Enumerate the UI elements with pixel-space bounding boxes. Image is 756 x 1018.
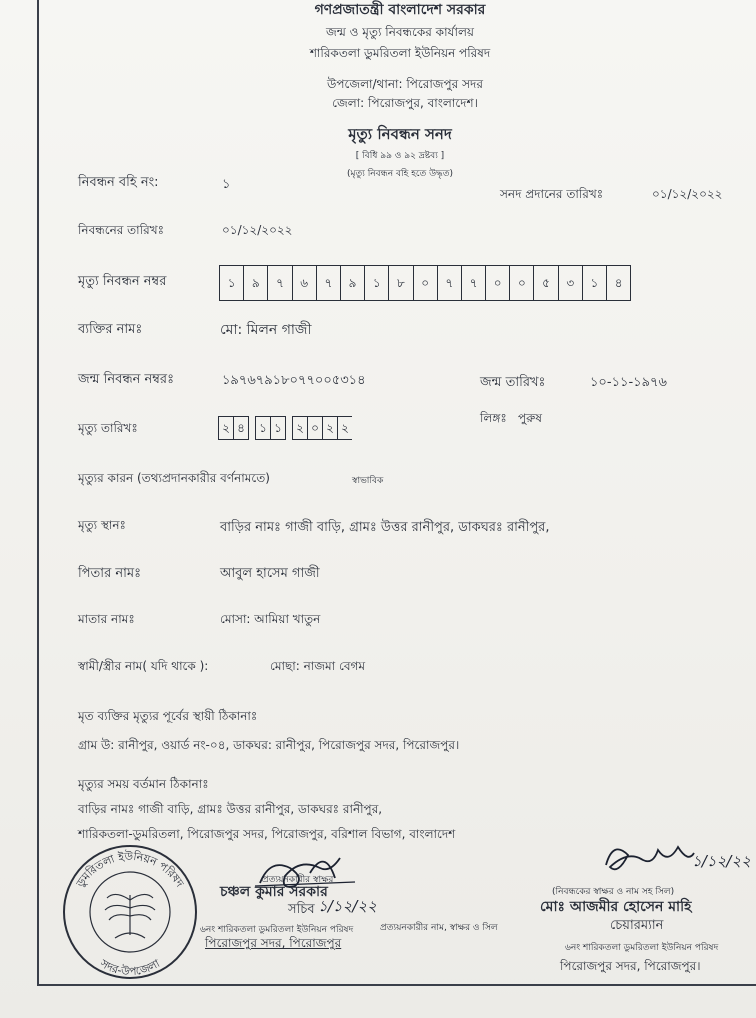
attester-note: প্রত্যয়নকারীর নাম, স্বাক্ষর ও সিল xyxy=(380,923,498,933)
death-date-boxes xyxy=(218,416,351,440)
reg-number-digit: ৩ xyxy=(559,266,583,300)
chairman-org: ৬নং শারিকতলা ডুমরিতলা ইউনিয়ন পরিষদ xyxy=(565,943,719,953)
death-date-digit: ২ xyxy=(322,416,338,440)
secretary-org: ৬নং শারিকতলা ডুমরিতলা ইউনিয়ন পরিষদ xyxy=(200,925,354,935)
reg-number-digit: ৬ xyxy=(293,266,317,300)
reg-number-digit: ৮ xyxy=(389,266,413,300)
cause-value: স্বাভাবিক xyxy=(352,476,384,486)
reg-number-digit: ৯ xyxy=(341,266,365,300)
reg-number-digit: ১ xyxy=(220,266,244,300)
certificate-title: মৃত্যু নিবন্ধন সনদ xyxy=(348,125,452,143)
father-value: আবুল হাসেম গাজী xyxy=(220,566,320,581)
reg-number-digit: ৫ xyxy=(534,266,558,300)
death-date-digit: ৪ xyxy=(233,416,249,440)
source-note: (মৃত্যু নিবন্ধন বহি হতে উদ্ধৃত) xyxy=(346,169,454,179)
sex-value: পুরুষ xyxy=(518,411,542,425)
register-book-label: নিবন্ধন বহি নং: xyxy=(78,175,159,190)
birth-reg-label: জন্ম নিবন্ধন নম্বরঃ xyxy=(78,372,175,387)
reg-number-digit: ১ xyxy=(583,266,607,300)
sex-label: লিঙ্গঃ xyxy=(480,411,507,425)
frame-border-left xyxy=(37,0,39,985)
death-date-digit: ০ xyxy=(307,416,323,440)
council-name: শারিকতলা ডুমরিতলা ইউনিয়ন পরিষদ xyxy=(309,46,491,60)
spouse-label: স্বামী/স্ত্রীর নাম( যদি থাকে ): xyxy=(78,659,209,673)
death-date-digit: ২ xyxy=(292,416,308,440)
present-address-label: মৃত্যুর সময় বর্তমান ঠিকানাঃ xyxy=(78,777,209,791)
reg-number-digit: ০ xyxy=(414,266,438,300)
cause-label: মৃত্যুর কারন (তথ্যপ্রদানকারীর বর্ণনামতে) xyxy=(78,471,270,485)
rule-reference: [ বিধি ৯৯ ও ৯২ দ্রষ্টব্য ] xyxy=(355,151,445,161)
name-label: ব্যক্তির নামঃ xyxy=(78,322,143,337)
name-value: মো: মিলন গাজী xyxy=(220,322,312,338)
reg-number-digit: ৪ xyxy=(614,276,623,290)
birth-reg-value: ১৯৭৬৭৯১৮০৭৭০০৫৩১৪ xyxy=(222,373,366,388)
seal-top-text: ডুমরিতলা ইউনিয়ন পরিষদ xyxy=(73,849,187,890)
dob-value: ১০-১১-১৯৭৬ xyxy=(590,375,667,390)
spouse-value: মোছা: নাজমা বেগম xyxy=(270,659,366,673)
reg-number-digit: ৭ xyxy=(438,266,462,300)
reg-number-digit: ৭ xyxy=(462,266,486,300)
govt-title: গণপ্রজাতন্ত্রী বাংলাদেশ সরকার xyxy=(314,2,486,18)
upazila-line: উপজেলা/থানা: পিরোজপুর সদর xyxy=(327,77,483,91)
reg-number-digit: ০ xyxy=(486,266,510,300)
present-address-line1: বাড়ির নামঃ গাজী বাড়ি, গ্রামঃ উত্তর রানীপুর, ডাকঘরঃ রানীপুর, xyxy=(78,802,383,816)
secretary-name: চঞ্চল কুমার সরকার xyxy=(220,884,328,900)
reg-number-digit: ০ xyxy=(510,266,534,300)
seal-emblem-icon xyxy=(105,894,155,938)
reg-number-digit: ৯ xyxy=(244,266,268,300)
registrar-caption: (নিবন্ধকের স্বাক্ষর ও নাম সহ সিল) xyxy=(552,887,675,897)
union-council-seal xyxy=(55,840,205,980)
death-date-digit: ২ xyxy=(337,416,352,440)
death-date-label: মৃত্যু তারিখঃ xyxy=(78,421,138,435)
register-book-value: ১ xyxy=(222,177,231,192)
death-date-digit: ১ xyxy=(270,416,286,440)
seal-bottom-text: সদর-উপজেলা xyxy=(97,956,163,979)
chairman-name: মোঃ আজমীর হোসেন মাহি xyxy=(540,899,692,915)
mother-value: মোসা: আমিয়া খাতুন xyxy=(220,612,321,626)
mother-label: মাতার নামঃ xyxy=(78,612,135,626)
place-value: বাড়ির নামঃ গাজী বাড়ি, গ্রামঃ উত্তর রানীপুর, ডাকঘরঃ রানীপুর, xyxy=(220,520,550,535)
frame-border-bottom xyxy=(37,984,756,986)
permanent-address-label: মৃত ব্যক্তির মৃত্যুর পূর্বের স্থায়ী ঠিকানাঃ xyxy=(78,709,258,723)
reg-number-digit: ১ xyxy=(365,266,389,300)
dob-label: জন্ম তারিখঃ xyxy=(480,375,546,390)
chairman-signed-date: ১/১২/২২ xyxy=(692,852,751,870)
reg-number-digit: ৭ xyxy=(268,266,292,300)
issue-date-value: ০১/১২/২০২২ xyxy=(652,187,723,201)
secretary-signed-date: ১/১২/২২ xyxy=(318,897,377,915)
secretary-role: সচিব xyxy=(288,902,315,917)
death-date-digit: ২ xyxy=(218,416,234,440)
attester-caption: প্রত্যয়নকারীর স্বাক্ষর xyxy=(262,875,334,885)
secretary-address: পিরোজপুর সদর, পিরোজপুর xyxy=(205,936,342,950)
chairman-signature xyxy=(598,835,698,885)
father-label: পিতার নামঃ xyxy=(78,566,142,581)
place-label: মৃত্যু স্থানঃ xyxy=(78,518,126,532)
office-name: জন্ম ও মৃত্যু নিবন্ধকের কার্যালয় xyxy=(326,25,474,39)
district-line: জেলা: পিরোজপুর, বাংলাদেশ। xyxy=(332,96,478,110)
present-address-line2: শারিকতলা-ডুমরিতলা, পিরোজপুর সদর, পিরোজপুর, বরিশাল বিভাগ, বাংলাদেশ xyxy=(78,827,456,841)
chairman-role: চেয়ারম্যান xyxy=(610,918,664,933)
death-reg-number-boxes xyxy=(219,265,631,301)
reg-number-digit: ৭ xyxy=(317,266,341,300)
death-date-digit: ১ xyxy=(255,416,271,440)
permanent-address-value: গ্রাম উ: রানীপুর, ওয়ার্ড নং-০৪, ডাকঘর: রানীপুর, পিরোজপুর সদর, পিরোজপুর। xyxy=(78,738,460,752)
svg-text:ডুমরিতলা ইউনিয়ন পরিষদ xyxy=(73,850,186,890)
chairman-address: পিরোজপুর সদর, পিরোজপুর। xyxy=(560,959,701,973)
reg-date-label: নিবন্ধনের তারিখঃ xyxy=(78,223,164,237)
reg-date-value: ০১/১২/২০২২ xyxy=(222,223,293,237)
death-reg-number-label: মৃত্যু নিবন্ধন নম্বর xyxy=(78,274,167,289)
issue-date-label: সনদ প্রদানের তারিখঃ xyxy=(500,187,604,201)
